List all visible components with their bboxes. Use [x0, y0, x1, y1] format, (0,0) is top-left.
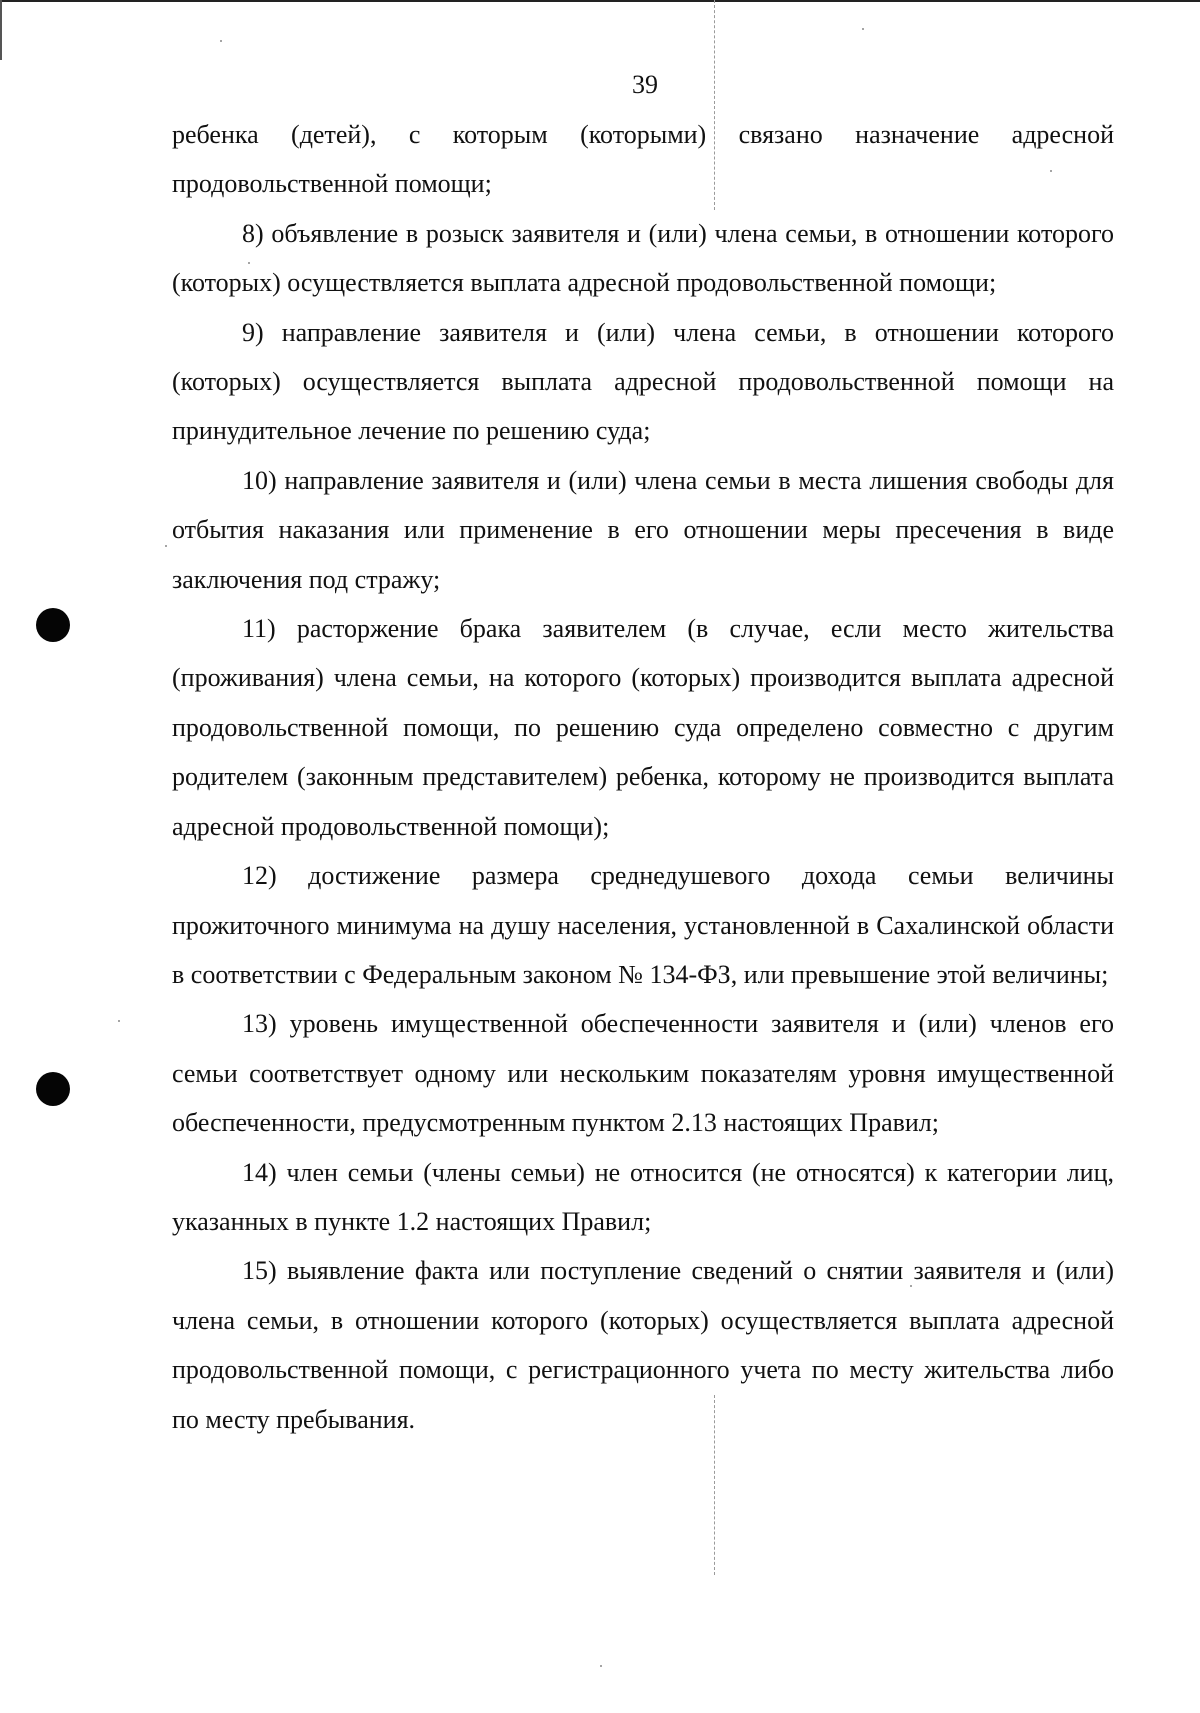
document-body	[172, 110, 1114, 1444]
speck	[862, 28, 864, 30]
paragraph-item-12: 12) достижение размера среднедушевого дохода семьи величины прожиточного минимума на душу населения, установленной в Сахалинской области в соответствии с Федеральным законом № 134-ФЗ, или превышение этой величины;	[172, 861, 1114, 989]
scan-border-left	[0, 0, 2, 60]
paragraph-item-10: 10) направление заявителя и (или) члена семьи в места лишения свободы для отбытия наказания или применение в его отношении меры пресечения в виде заключения под стражу;	[172, 465, 1114, 594]
speck	[600, 1665, 602, 1667]
punch-hole-upper	[36, 608, 70, 642]
speck	[118, 1020, 120, 1022]
paragraph-item-14: 14) член семьи (члены семьи) не относится (не относятся) к категории лиц, указанных в пункте 1.2 настоящих Правил;	[172, 1157, 1114, 1236]
scan-border-top	[0, 0, 1200, 2]
paragraph-item-11: 11) расторжение брака заявителем (в случае, если место жительства (проживания) члена семьи, на которого (которых) производится выплата адресной продовольственной помощи, по решению суда определено совместно с другим родителем (законным представителем) ребенка, которому не производится выплата адресной продовольственной помощи);	[172, 614, 1114, 841]
paragraph-item-9: 9) направление заявителя и (или) члена семьи, в отношении которого (которых) осуществляется выплата адресной продовольственной помощи на принудительное лечение по решению суда;	[172, 317, 1114, 446]
paragraph-item-15: 15) выявление факта или поступление сведений о снятии заявителя и (или) члена семьи, в отношении которого (которых) осуществляется выплата адресной продовольственной помощи, с регистрационного учета по месту жительства либо по месту пребывания.	[172, 1256, 1114, 1434]
punch-hole-lower	[36, 1072, 70, 1106]
page-number: 39	[632, 70, 658, 99]
paragraph-continuation: ребенка (детей), с которым (которыми) связано назначение адресной продовольственной помощи;	[172, 120, 1114, 199]
speck	[165, 545, 167, 547]
speck	[220, 40, 222, 42]
paragraph-item-13: 13) уровень имущественной обеспеченности заявителя и (или) членов его семьи соответствует одному или нескольким показателям уровня имущественной обеспеченности, предусмотренным пунктом 2.13 настоящих Правил;	[172, 1009, 1114, 1138]
paragraph-item-8: 8) объявление в розыск заявителя и (или) члена семьи, в отношении которого (которых) осуществляется выплата адресной продовольственной помощи;	[172, 218, 1114, 298]
